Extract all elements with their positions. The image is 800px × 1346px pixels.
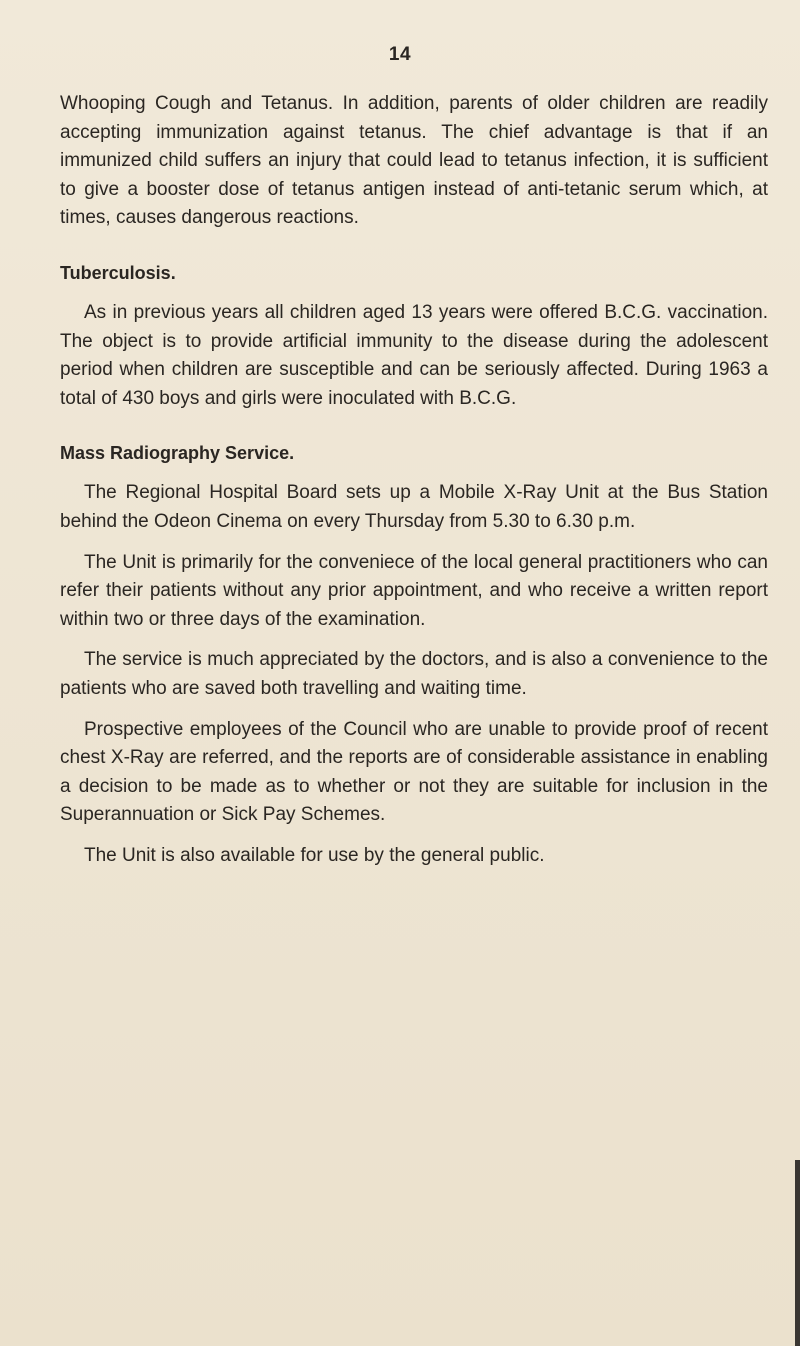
heading-mass-radiography: Mass Radiography Service. bbox=[60, 443, 295, 464]
paragraph-unit-purpose: The Unit is primarily for the conveniece of the local general practitioners who can refer their patients without any prior appointment, and who receive a written report within two or three days of the examination. bbox=[60, 551, 768, 630]
heading-tuberculosis: Tuberculosis. bbox=[60, 262, 176, 283]
paragraph-bcg-vaccination: As in previous years all children aged 13 years were offered B.C.G. vaccination. The object is to provide artificial immunity to the disease during the adolescent period when children are susceptible and can be seriously affected. During 1963 a total of 430 boys and girls were inoculated with B.C.G. bbox=[60, 301, 768, 409]
paragraph-general-public: The Unit is also available for use by the general public. bbox=[84, 844, 545, 866]
paragraph-prospective-employees: Prospective employees of the Council who are unable to provide proof of recent chest X-Ray are referred, and the reports are of considerable assistance in enabling a decision to be made as to whether or not they are suitable for inclusion in the Superannuation or Sick Pay Schemes. bbox=[60, 718, 768, 826]
paragraph-whooping-cough-tetanus: Whooping Cough and Tetanus. In addition, parents of older children are readily accepting immunization against tetanus. The chief advantage is that if an immunized child suffers an injury that could lead to tetanus infection, it is sufficient to give a booster dose of tetanus antigen instead of anti-tetanic serum which, at times, causes dangerous reactions. bbox=[60, 93, 768, 229]
page-edge-shadow bbox=[795, 1160, 800, 1346]
document-body bbox=[60, 90, 768, 870]
paragraph-mobile-xray-unit: The Regional Hospital Board sets up a Mobile X-Ray Unit at the Bus Station behind the Odeon Cinema on every Thursday from 5.30 to 6.30 p.m. bbox=[60, 482, 768, 532]
paragraph-service-appreciation: The service is much appreciated by the doctors, and is also a convenience to the patients who are saved both travelling and waiting time. bbox=[60, 649, 768, 699]
page-number: 14 bbox=[388, 44, 412, 65]
